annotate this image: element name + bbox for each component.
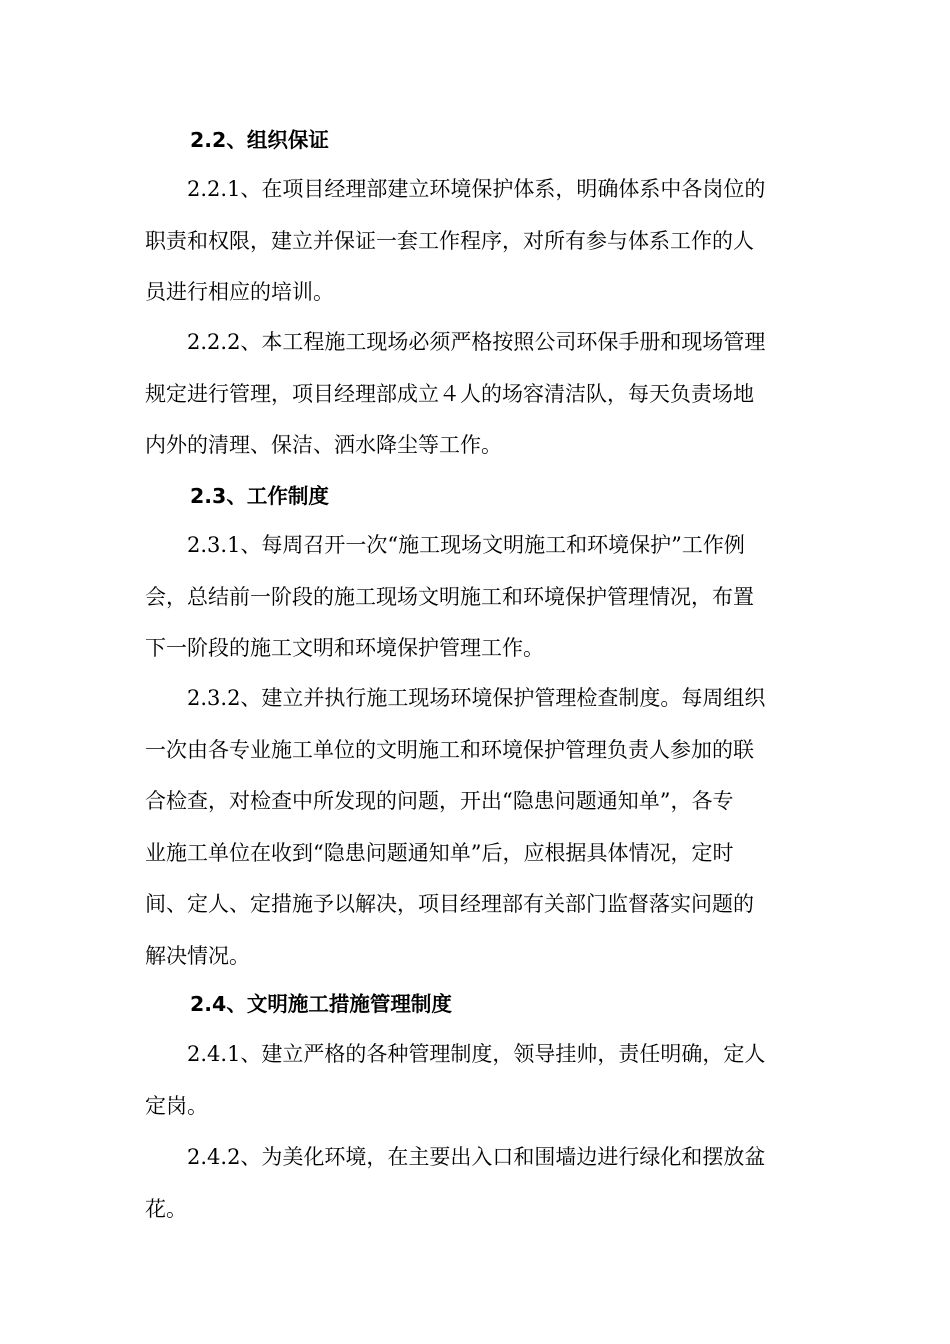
paragraph-line: 2.4.2、为美化环境，在主要出入口和围墙边进行绿化和摆放盆 (187, 1145, 766, 1169)
paragraph-2-2-1 (145, 164, 810, 319)
paragraph-line: 一次由各专业施工单位的文明施工和环境保护管理负责人参加的联 (145, 737, 754, 762)
paragraph-line: 业施工单位在收到“隐患问题通知单”后，应根据具体情况，定时 (145, 840, 734, 865)
paragraph-2-3-2 (145, 673, 810, 982)
paragraph-line: 2.4.1、建立严格的各种管理制度，领导挂帅，责任明确，定人 (187, 1042, 766, 1066)
paragraph-line: 2.3.2、建立并执行施工现场环境保护管理检查制度。每周组织 (187, 686, 766, 710)
paragraph-2-2-2 (145, 317, 810, 472)
paragraph-line: 花。 (145, 1196, 187, 1221)
paragraph-line: 解决情况。 (145, 943, 250, 968)
paragraph-line: 下一阶段的施工文明和环境保护管理工作。 (145, 636, 544, 660)
section-heading-2-3: 2.3、工作制度 (190, 484, 329, 508)
paragraph-2-4-2 (145, 1132, 810, 1235)
paragraph-line: 定岗。 (145, 1093, 208, 1118)
paragraph-line: 2.2.1、在项目经理部建立环境保护体系，明确体系中各岗位的 (187, 177, 766, 201)
paragraph-line: 规定进行管理，项目经理部成立４人的场容清洁队，每天负责场地 (145, 381, 754, 406)
paragraph-line: 职责和权限，建立并保证一套工作程序，对所有参与体系工作的人 (145, 228, 754, 253)
paragraph-line: 员进行相应的培训。 (145, 280, 334, 304)
paragraph-line: 间、定人、定措施予以解决，项目经理部有关部门监督落实问题的 (145, 892, 754, 916)
paragraph-line: 2.2.2、本工程施工现场必须严格按照公司环保手册和现场管理 (187, 330, 766, 354)
paragraph-line: 合检查，对检查中所发现的问题，开出“隐患问题通知单”，各专 (145, 789, 734, 813)
paragraph-line: 会，总结前一阶段的施工现场文明施工和环境保护管理情况，布置 (145, 584, 754, 609)
paragraph-2-3-1 (145, 520, 810, 675)
paragraph-line: 内外的清理、保洁、洒水降尘等工作。 (145, 433, 502, 457)
paragraph-line: 2.3.1、每周召开一次“施工现场文明施工和环境保护”工作例 (187, 533, 745, 557)
paragraph-2-4-1 (145, 1029, 810, 1132)
section-heading-2-2: 2.2、组织保证 (190, 128, 329, 152)
section-heading-2-4: 2.4、文明施工措施管理制度 (190, 992, 452, 1016)
